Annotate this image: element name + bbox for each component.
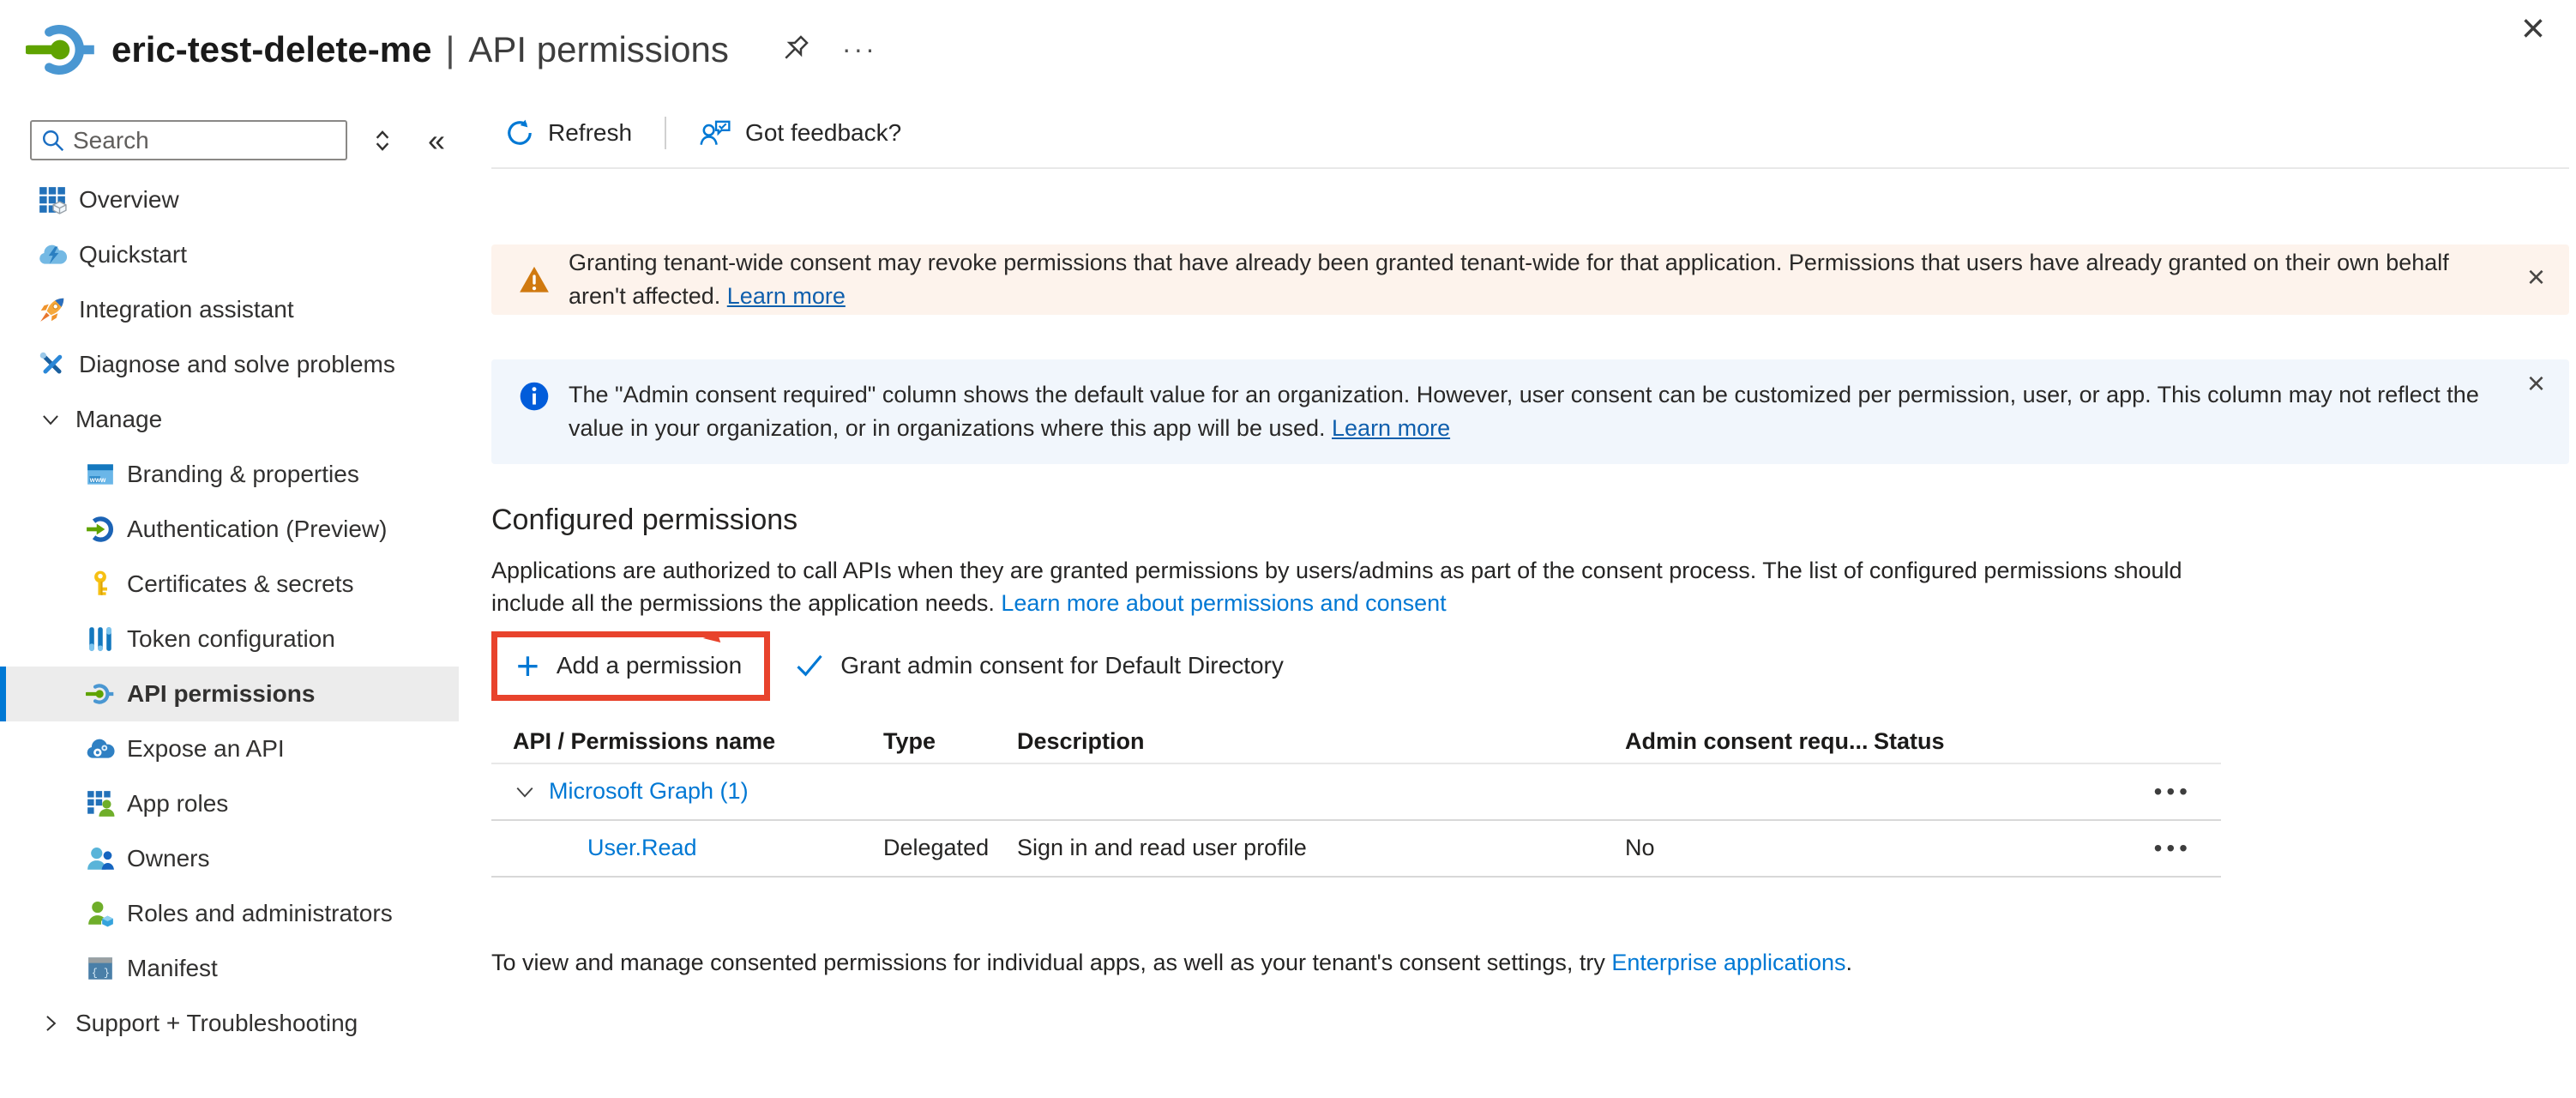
refresh-icon bbox=[505, 118, 534, 148]
column-header-description: Description bbox=[1017, 728, 1145, 755]
add-permission-button[interactable] bbox=[516, 643, 743, 688]
command-bar bbox=[491, 99, 2569, 169]
sidebar-item-label: Roles and administrators bbox=[127, 900, 393, 926]
sidebar-item-app-roles[interactable] bbox=[0, 776, 459, 831]
warning-icon bbox=[519, 264, 550, 295]
permissions-consent-link[interactable]: Learn more about permissions and consent bbox=[1001, 590, 1447, 616]
add-permission-label: Add a permission bbox=[556, 652, 743, 679]
column-header-status: Status bbox=[1874, 728, 1945, 755]
grant-admin-consent-button[interactable] bbox=[794, 650, 1284, 681]
toolbar-divider bbox=[665, 117, 666, 149]
sidebar-search-row bbox=[30, 120, 459, 160]
description-text: Applications are authorized to call APIs when they are granted permissions by users/admins as part of the consent process. The list of configured permissions should include all the permissions the application needs. bbox=[491, 558, 2182, 616]
sidebar-item-manifest[interactable] bbox=[0, 941, 459, 996]
section-title: Configured permissions bbox=[491, 504, 798, 536]
plus-icon: + bbox=[516, 643, 539, 688]
sidebar-item-label: Integration assistant bbox=[79, 296, 294, 323]
row-more-options-icon[interactable]: ••• bbox=[2153, 834, 2192, 861]
svg-text:www: www bbox=[89, 476, 106, 485]
more-options-icon[interactable]: ··· bbox=[841, 33, 877, 64]
annotation-arrow bbox=[703, 633, 721, 647]
collapse-menu-icon[interactable]: « bbox=[428, 122, 446, 158]
sidebar-item-label: Branding & properties bbox=[127, 461, 359, 487]
column-header-admin-consent-required: Admin consent requ... bbox=[1625, 728, 1869, 755]
description-cell: Sign in and read user profile bbox=[1017, 835, 1307, 861]
sidebar-item-label: Diagnose and solve problems bbox=[79, 351, 395, 377]
token-configuration-icon bbox=[86, 624, 115, 654]
info-close-icon[interactable]: × bbox=[2526, 365, 2545, 401]
warning-text bbox=[569, 246, 2501, 313]
user-read-link[interactable]: User.Read bbox=[587, 835, 697, 861]
sidebar-item-label: Authentication (Preview) bbox=[127, 516, 388, 542]
sidebar-item-label: Overview bbox=[79, 186, 179, 213]
row-more-options-icon[interactable]: ••• bbox=[2153, 777, 2192, 805]
warning-learn-more-link[interactable]: Learn more bbox=[726, 283, 846, 309]
permissions-table bbox=[491, 721, 2221, 878]
certificates-icon bbox=[86, 570, 115, 599]
warning-banner bbox=[491, 244, 2569, 315]
feedback-icon bbox=[699, 118, 731, 148]
sidebar-group-support-troubleshooting[interactable] bbox=[0, 996, 459, 1051]
title-divider: | bbox=[445, 28, 455, 69]
search-input[interactable] bbox=[73, 127, 339, 154]
refresh-label: Refresh bbox=[548, 119, 633, 146]
app-roles-icon bbox=[86, 789, 115, 818]
sidebar-item-label: Quickstart bbox=[79, 241, 188, 268]
column-header-api-permissions-name: API / Permissions name bbox=[513, 728, 776, 755]
section-description bbox=[491, 554, 2224, 619]
chevron-down-icon bbox=[39, 408, 62, 431]
group-cell bbox=[491, 778, 883, 805]
api-permissions-blade-icon bbox=[26, 20, 98, 80]
sidebar-item-api-permissions[interactable] bbox=[0, 667, 459, 721]
sidebar-item-integration-assistant[interactable] bbox=[0, 282, 459, 337]
sidebar-item-label: Token configuration bbox=[127, 625, 335, 652]
permission-actions bbox=[491, 631, 2569, 701]
table-row-user-read bbox=[491, 821, 2221, 878]
sidebar-item-owners[interactable] bbox=[0, 831, 459, 886]
sidebar-item-token-configuration[interactable] bbox=[0, 612, 459, 667]
feedback-button[interactable] bbox=[699, 118, 901, 148]
table-header-row bbox=[491, 721, 2221, 764]
search-icon bbox=[40, 128, 66, 154]
info-banner bbox=[491, 359, 2569, 464]
footer-note bbox=[491, 950, 2569, 976]
blade-content bbox=[491, 99, 2569, 976]
info-learn-more-link[interactable]: Learn more bbox=[1332, 415, 1451, 441]
admin-consent-cell: No bbox=[1625, 835, 1655, 861]
sidebar-item-branding-properties[interactable] bbox=[0, 447, 459, 502]
table-row-group-microsoft-graph bbox=[491, 764, 2221, 821]
quickstart-icon bbox=[38, 240, 67, 269]
page-title bbox=[111, 29, 729, 70]
pin-icon[interactable] bbox=[777, 33, 811, 67]
column-header-type: Type bbox=[883, 728, 936, 755]
sidebar-item-roles-administrators[interactable] bbox=[0, 886, 459, 941]
sidebar-item-quickstart[interactable] bbox=[0, 227, 459, 282]
highlight-annotation-box bbox=[491, 631, 770, 701]
feedback-label: Got feedback? bbox=[745, 119, 902, 146]
app-name: eric-test-delete-me bbox=[111, 28, 432, 69]
sidebar-item-expose-an-api[interactable] bbox=[0, 721, 459, 776]
sidebar-group-label: Manage bbox=[75, 406, 163, 432]
type-cell: Delegated bbox=[883, 835, 990, 861]
sidebar-item-diagnose[interactable] bbox=[0, 337, 459, 392]
reorder-icon[interactable] bbox=[368, 126, 397, 155]
blade-header bbox=[0, 0, 2576, 99]
chevron-right-icon bbox=[39, 1012, 62, 1035]
sidebar-item-overview[interactable] bbox=[0, 172, 459, 227]
manifest-icon bbox=[86, 954, 115, 983]
info-text bbox=[569, 378, 2501, 445]
svg-text:{ }: { } bbox=[91, 967, 110, 980]
sidebar-item-label: Expose an API bbox=[127, 735, 285, 762]
warning-message: Granting tenant-wide consent may revoke permissions that have already been granted tenant-wide for that application. Permissions that users have already granted on their own behalf aren't affected. bbox=[569, 250, 2449, 309]
chevron-down-icon[interactable] bbox=[513, 780, 537, 804]
overview-icon bbox=[38, 185, 67, 214]
sidebar-item-label: Owners bbox=[127, 845, 210, 872]
sidebar-item-authentication[interactable] bbox=[0, 502, 459, 557]
sidebar-item-label: Certificates & secrets bbox=[127, 570, 354, 597]
close-blade-icon[interactable]: × bbox=[2520, 6, 2545, 51]
grant-admin-consent-label: Grant admin consent for Default Directory bbox=[840, 652, 1284, 679]
enterprise-applications-link[interactable]: Enterprise applications bbox=[1611, 949, 1846, 975]
sidebar-item-label: App roles bbox=[127, 790, 229, 817]
blade-name: API permissions bbox=[468, 28, 729, 69]
footer-text: To view and manage consented permissions for individual apps, as well as your tenant's consent settings, try bbox=[491, 949, 1612, 975]
microsoft-graph-link[interactable]: Microsoft Graph (1) bbox=[549, 778, 749, 805]
info-icon bbox=[519, 381, 550, 412]
permission-name-cell bbox=[491, 835, 883, 861]
checkmark-icon bbox=[794, 650, 825, 681]
footer-period: . bbox=[1845, 949, 1853, 975]
sidebar-item-certificates-secrets[interactable] bbox=[0, 557, 459, 612]
sidebar-item-label: Manifest bbox=[127, 955, 218, 981]
roles-administrators-icon bbox=[86, 899, 115, 928]
sidebar-group-label: Support + Troubleshooting bbox=[75, 1010, 358, 1036]
blade-sidebar bbox=[0, 99, 459, 1098]
diagnose-icon bbox=[38, 350, 67, 379]
sidebar-item-label: API permissions bbox=[127, 680, 316, 707]
warning-close-icon[interactable]: × bbox=[2526, 259, 2545, 294]
integration-assistant-icon bbox=[38, 295, 67, 324]
sidebar-group-manage[interactable] bbox=[0, 392, 459, 447]
branding-icon bbox=[86, 460, 115, 489]
owners-icon bbox=[86, 844, 115, 873]
expose-api-icon bbox=[86, 734, 115, 763]
refresh-button[interactable] bbox=[505, 118, 632, 148]
search-box[interactable] bbox=[30, 120, 347, 160]
sidebar-menu bbox=[0, 172, 459, 1051]
api-permissions-icon bbox=[86, 679, 115, 709]
authentication-icon bbox=[86, 515, 115, 544]
info-message: The "Admin consent required" column shows the default value for an organization. However, user consent can be customized per permission, user, or app. This column may not reflect the value in your organization, or in organizations where this app will be used. bbox=[569, 382, 2479, 441]
